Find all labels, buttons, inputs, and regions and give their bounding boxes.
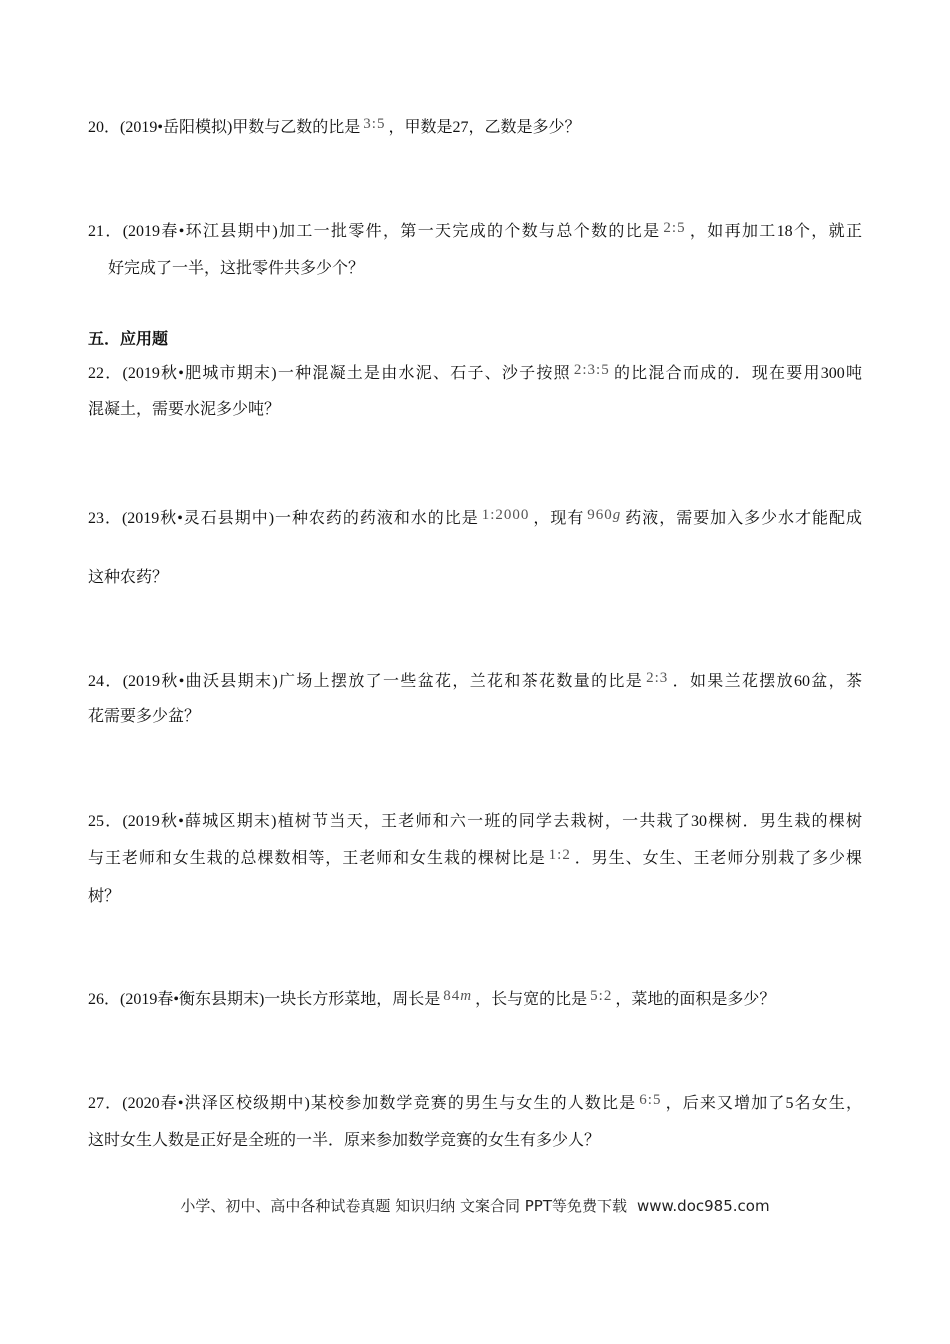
question-27-line-1 — [88, 1094, 862, 1114]
question-number: 27． — [88, 1095, 123, 1112]
question-text: 加工一批零件，第一天完成的个数与总个数的比是 — [277, 223, 661, 240]
ratio-formula: 3:5 — [363, 116, 386, 132]
question-25-line-1 — [88, 812, 862, 832]
question-text: 树？ — [88, 888, 121, 905]
ratio-formula: 2:5 — [663, 220, 686, 236]
question-text: 一块长方形菜地，周长是 — [264, 991, 441, 1008]
question-number: 24． — [88, 673, 123, 690]
page-footer — [0, 1196, 950, 1216]
question-number: 22． — [88, 365, 123, 382]
quantity-value: 84 — [443, 988, 461, 1004]
question-source: (2019秋•灵石县期中) — [121, 510, 275, 527]
quantity-formula — [587, 507, 621, 523]
ratio-formula: 2:3:5 — [573, 362, 610, 378]
question-text: 与王老师和女生栽的总棵数相等，王老师和女生栽的棵树比是 — [88, 850, 546, 867]
question-text: ．如果兰花摆放60盆，茶 — [671, 673, 862, 690]
question-text: 好完成了一半，这批零件共多少个？ — [108, 260, 365, 277]
question-25-line-3 — [88, 887, 120, 907]
ratio-formula: 2:3 — [646, 670, 669, 686]
section-title: 五．应用题 — [88, 331, 169, 348]
ratio-formula: 5:2 — [590, 988, 613, 1004]
question-number: 23． — [88, 510, 122, 527]
question-text: ，现有 — [532, 510, 585, 527]
question-text: 一种混凝土是由水泥、石子、沙子按照 — [276, 365, 571, 382]
question-text: ，长与宽的比是 — [475, 991, 588, 1008]
question-number: 25． — [88, 813, 123, 830]
question-21-line-2 — [108, 259, 364, 279]
question-text: 广场上摆放了一些盆花，兰花和茶花数量的比是 — [277, 673, 644, 690]
question-number: 20． — [88, 119, 121, 136]
quantity-formula — [443, 988, 472, 1004]
question-27-line-2 — [88, 1131, 600, 1151]
question-source: (2019•岳阳模拟) — [120, 119, 233, 136]
question-text: 植树节当天，王老师和六一班的同学去栽树，一共栽了30棵树．男生栽的棵树 — [276, 813, 862, 830]
question-text: 药液，需要加入多少水才能配成 — [624, 510, 862, 527]
ratio-formula: 1:2 — [548, 847, 571, 863]
question-source: (2019秋•薛城区期末) — [122, 813, 277, 830]
question-23-line-2 — [88, 568, 168, 588]
question-20-line-1 — [88, 118, 580, 138]
question-text: ，后来又增加了5名女生， — [664, 1095, 862, 1112]
question-source: (2019秋•肥城市期末) — [122, 365, 277, 382]
footer-url: www.doc985.com — [636, 1197, 770, 1215]
question-text: ，甲数是27，乙数是多少？ — [388, 119, 581, 136]
footer-text: 小学、初中、高中各种试卷真题 知识归纳 文案合同 PPT等免费下载 — [180, 1197, 627, 1215]
question-text: 某校参加数学竞赛的男生与女生的人数比是 — [309, 1095, 637, 1112]
question-text: 甲数与乙数的比是 — [232, 119, 361, 136]
question-number: 21． — [88, 223, 123, 240]
question-text: ．男生、女生、王老师分别栽了多少棵 — [573, 850, 862, 867]
question-text: 的比混合而成的．现在要用300吨 — [612, 365, 862, 382]
unit-symbol: g — [612, 507, 622, 523]
question-text: 一种农药的药液和水的比是 — [274, 510, 479, 527]
unit-symbol: m — [460, 988, 473, 1004]
question-source: (2019春•环江县期中) — [122, 223, 278, 240]
question-source: (2019秋•曲沃县期末) — [122, 673, 278, 690]
question-text: 混凝土，需要水泥多少吨？ — [88, 401, 281, 418]
quantity-value: 960 — [587, 507, 613, 523]
question-text: 花需要多少盆？ — [88, 708, 201, 725]
question-22-line-2 — [88, 400, 280, 420]
question-21-line-1 — [88, 222, 862, 242]
question-24-line-2 — [88, 707, 200, 727]
question-number: 26． — [88, 991, 121, 1008]
question-25-line-2 — [88, 849, 862, 869]
question-23-line-1 — [88, 509, 862, 529]
question-text: 这种农药？ — [88, 569, 169, 586]
question-22-line-1 — [88, 364, 862, 384]
ratio-formula: 1:2000 — [481, 507, 530, 523]
question-text: 这时女生人数是正好是全班的一半．原来参加数学竞赛的女生有多少人？ — [88, 1132, 601, 1149]
question-24-line-1 — [88, 672, 862, 692]
question-text: ，如再加工18个，就正 — [688, 223, 862, 240]
ratio-formula: 6:5 — [639, 1092, 662, 1108]
question-text: ，菜地的面积是多少？ — [615, 991, 776, 1008]
question-26-line-1 — [88, 990, 775, 1010]
question-source: (2019春•衡东县期末) — [120, 991, 265, 1008]
question-source: (2020春•洪泽区校级期中) — [122, 1095, 310, 1112]
